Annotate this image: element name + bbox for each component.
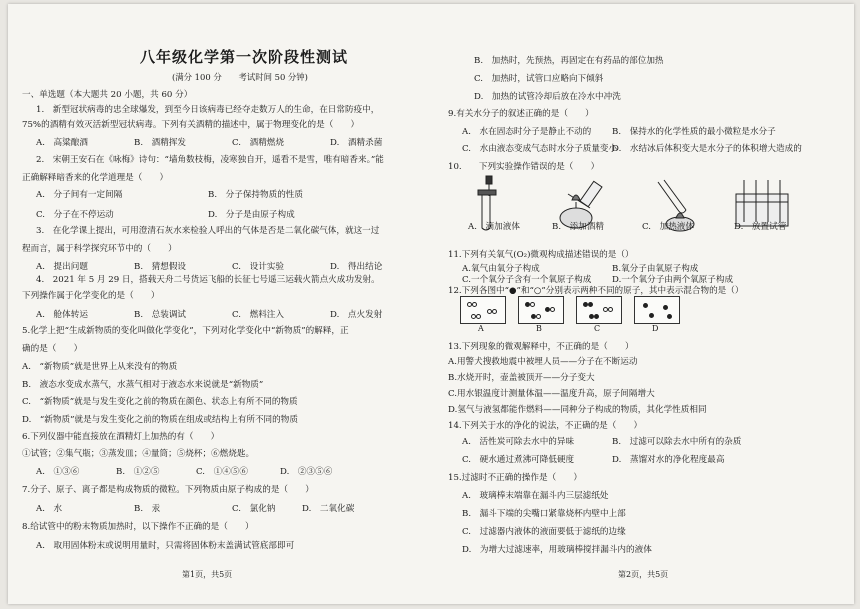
q5-option-a: A. “新物质”就是世界上从来没有的物质: [22, 362, 178, 372]
q9-options-row1: [462, 127, 776, 138]
q12-box-c: [576, 296, 622, 324]
q9-option-a: A. 水在固态时分子是静止不动的: [462, 127, 592, 137]
q2-option-c: C. 分子在不停运动: [36, 210, 114, 220]
q12-stem: 12.下列各图中“●”和“○”分别表示两种不同的原子，其中表示混合物的是（）: [448, 286, 744, 296]
q6-option-a: A. ①③⑥: [36, 467, 80, 477]
q4-line1: 4. 2021 年 5 月 29 日，搭载天舟二号货运飞船的长征七号遥三运载火箭点火成功发射。: [36, 275, 380, 285]
atom-open: [550, 307, 555, 312]
q3-line2: 程而言，属于科学探究环节中的（ ）: [22, 244, 177, 254]
atom-filled: [663, 305, 668, 310]
exam-title: 八年级化学第一次阶段性测试: [140, 48, 349, 66]
q6-option-c: C. ①④⑤⑥: [196, 467, 248, 477]
q4-option-a: A. 舱体转运: [36, 310, 88, 320]
q7-options: [36, 504, 354, 515]
q12-label-a: A: [478, 324, 484, 333]
q4-line2: 下列操作属于化学变化的是（ ）: [22, 291, 160, 301]
q13-option-b: B.水烧开时，壶盖被顶开——分子变大: [448, 373, 595, 383]
q5-option-c: C. “新物质”就是与发生变化之前的物质在颜色、状态上有所不同的物质: [22, 397, 298, 407]
q12-box-a: [460, 296, 506, 324]
q15-option-b: B. 漏斗下端的尖嘴口紧靠烧杯内壁中上部: [462, 509, 626, 519]
q7-stem: 7.分子、原子、离子都是构成物质的微粒。下列物质由原子构成的是（ ）: [22, 485, 314, 495]
q10-option-c: C. 加热液体: [642, 222, 694, 232]
q14-options-row1: [462, 437, 741, 448]
alcohol-lamp-icon: [560, 181, 602, 228]
q9-option-b: B. 保持水的化学性质的最小微粒是水分子: [612, 127, 776, 137]
q3-line1: 3. 在化学课上提出，可用澄清石灰水来检验人呼出的气体是否是二氧化碳气体，就这一过: [36, 226, 380, 236]
q1-line1: 1. 新型冠状病毒的忠全球爆发，到至今日该病毒已经夺走数万人的生命，在日常防疫中，: [36, 105, 380, 115]
q12-box-d: [634, 296, 680, 324]
q7-option-d: D. 二氧化碳: [302, 504, 355, 514]
q5-option-b: B. 液态水变成水蒸气，水蒸气相对于液态水来说就是“新物质”: [22, 380, 264, 390]
q15-stem: 15.过滤时不正确的操作是（ ）: [448, 473, 582, 483]
q13-option-d: D.氢气与液氢都能作燃料——同种分子构成的物质，其化学性质相同: [448, 405, 707, 415]
q1-options: [36, 138, 382, 149]
q6-options: [36, 467, 332, 478]
q12-figures: [460, 296, 700, 332]
q8-option-d: D. 加热的试管冷却后放在冷水中冲洗: [474, 92, 621, 102]
q11-stem: 11.下列有关氧气(O₂)微观构成描述错误的是（）: [448, 250, 634, 260]
q1-option-a: A. 高粱酿酒: [36, 138, 88, 148]
q11-option-d: D.一个氧分子由两个氧原子构成: [612, 275, 734, 285]
exam-sheet: [8, 4, 854, 604]
atom-filled: [588, 302, 593, 307]
q2-option-a: A. 分子间有一定间隔: [36, 190, 123, 200]
q4-option-b: B. 总装调试: [134, 310, 187, 320]
q3-option-a: A. 提出问题: [36, 262, 88, 272]
q10-option-a: A. 滴加液体: [468, 222, 520, 232]
atom-open: [536, 314, 541, 319]
q5-line1: 5.化学上把“生成新物质的变化叫做化学变化”，下列对化学变化中“新物质”的解释，正: [22, 326, 349, 336]
q1-line2: 75%的酒精有效灭活新型冠状病毒。下列有关酒精的描述中，属于物理变化的是（ ）: [22, 120, 360, 130]
q11-option-c: C.一个氧分子含有一个氧原子构成: [462, 275, 592, 285]
q15-option-a: A. 玻璃棒末端靠在漏斗内三层滤纸处: [462, 491, 609, 501]
q14-option-b: B. 过滤可以除去水中所有的杂质: [612, 437, 742, 447]
q4-options: [36, 310, 382, 321]
q11-options-row2: [462, 275, 733, 286]
q6-stem: 6.下列仪器中能直接放在酒精灯上加热的有（ ）: [22, 432, 220, 442]
atom-filled: [649, 313, 654, 318]
q5-line2: 确的是（ ）: [22, 344, 83, 354]
q2-options-row2: [36, 210, 295, 221]
q11-option-b: B.氧分子由氧原子构成: [612, 264, 699, 274]
q13-option-a: A.用警犬搜救地震中被埋人员——分子在不断运动: [448, 357, 638, 367]
q11-options-row1: [462, 264, 698, 275]
q3-option-b: B. 猜想假设: [134, 262, 187, 272]
atom-open: [472, 302, 477, 307]
q1-option-d: D. 酒精杀菌: [330, 138, 383, 148]
q6-option-b: B. ①②⑤: [116, 467, 160, 477]
q3-options: [36, 262, 382, 273]
page-footer-left: 第1页，共5页: [182, 570, 233, 579]
q10-option-b: B. 添加酒精: [552, 222, 605, 232]
q9-stem: 9.有关水分子的叙述正确的是（ ）: [448, 109, 594, 119]
atom-filled: [643, 303, 648, 308]
q2-option-d: D. 分子是由原子构成: [208, 210, 295, 220]
atom-filled: [594, 314, 599, 319]
q14-options-row2: [462, 455, 724, 466]
q12-label-c: C: [594, 324, 601, 333]
q7-option-b: B. 汞: [134, 504, 161, 514]
q13-option-c: C.用水银温度计测量体温——温度升高，原子间隔增大: [448, 389, 655, 399]
left-page: [22, 4, 430, 604]
q7-option-c: C. 氯化钠: [232, 504, 276, 514]
q14-option-a: A. 活性炭可除去水中的异味: [462, 437, 575, 447]
atom-filled: [667, 314, 672, 319]
q2-option-b: B. 分子保持物质的性质: [208, 190, 303, 200]
q6-items: ①试管；②集气瓶；③蒸发皿；④量筒；⑤烧杯；⑥燃烧匙。: [22, 449, 255, 459]
q10-stem: 10. 下列实验操作错误的是（ ）: [448, 162, 600, 172]
q8-option-a: A. 取用固体粉末或说明用量时，只需将固体粉末盖满试管底部即可: [36, 541, 295, 551]
q12-label-d: D: [652, 324, 659, 333]
q8-option-c: C. 加热时，试管口应略向下倾斜: [474, 74, 604, 84]
q8-option-b: B. 加热时，先预热，再固定在有药品的部位加热: [474, 56, 664, 66]
q2-line1: 2. 宋朝王安石在《咏梅》诗句：“墙角数枝梅，凌寒独自开，遥看不是雪，唯有暗香来。”能: [36, 155, 384, 165]
page-footer-right: 第2页，共5页: [618, 570, 669, 579]
q9-option-d: D. 水结冰后体积变大是水分子的体积增大造成的: [612, 144, 802, 154]
q1-option-c: C. 酒精燃烧: [232, 138, 284, 148]
q1-option-b: B. 酒精挥发: [134, 138, 187, 148]
section-heading: 一、单选题（本大题共 20 小题，共 60 分）: [22, 90, 193, 100]
q14-option-d: D. 蒸馏对水的净化程度最高: [612, 455, 725, 465]
atom-open: [492, 309, 497, 314]
q14-option-c: C. 硬水通过煮沸可降低硬度: [462, 455, 575, 465]
q8-stem: 8.给试管中的粉末物质加热时，以下操作不正确的是（ ）: [22, 522, 254, 532]
q4-option-c: C. 燃料注入: [232, 310, 284, 320]
q9-options-row2: [462, 144, 802, 155]
tube-rack-icon: [736, 180, 788, 226]
q12-box-b: [518, 296, 564, 324]
q10-options: [468, 222, 786, 233]
atom-open: [608, 307, 613, 312]
q10-option-d: D. 放置试管: [734, 222, 787, 232]
q12-label-b: B: [536, 324, 542, 333]
q15-option-d: D. 为增大过滤速率，用玻璃棒搅拌漏斗内的液体: [462, 545, 652, 555]
q5-option-d: D. “新物质”就是与发生变化之前的物质在组成或结构上有所不同的物质: [22, 415, 298, 425]
q4-option-d: D. 点火发射: [330, 310, 383, 320]
exam-meta: (满分 100 分 考试时间 50 分钟): [172, 72, 308, 82]
q11-option-a: A.氧气由氧分子构成: [462, 264, 540, 274]
right-page: [448, 4, 848, 604]
atom-open: [530, 302, 535, 307]
q14-stem: 14.下列关于水的净化的说法，不正确的是（ ）: [448, 421, 643, 431]
q13-stem: 13.下列现象的微观解释中，不正确的是（ ）: [448, 342, 634, 352]
q6-option-d: D. ②③⑤⑥: [280, 467, 333, 477]
q9-option-c: C. 水由液态变成气态时水分子质量变小: [462, 144, 618, 154]
q7-option-a: A. 水: [36, 504, 63, 514]
atom-open: [476, 314, 481, 319]
q2-line2: 正确解释暗香来的化学道理是（ ）: [22, 173, 169, 183]
q2-options-row1: [36, 190, 303, 201]
q15-option-c: C. 过滤器内液体的液面要低于滤纸的边缘: [462, 527, 626, 537]
q3-option-c: C. 设计实验: [232, 262, 284, 272]
q3-option-d: D. 得出结论: [330, 262, 383, 272]
